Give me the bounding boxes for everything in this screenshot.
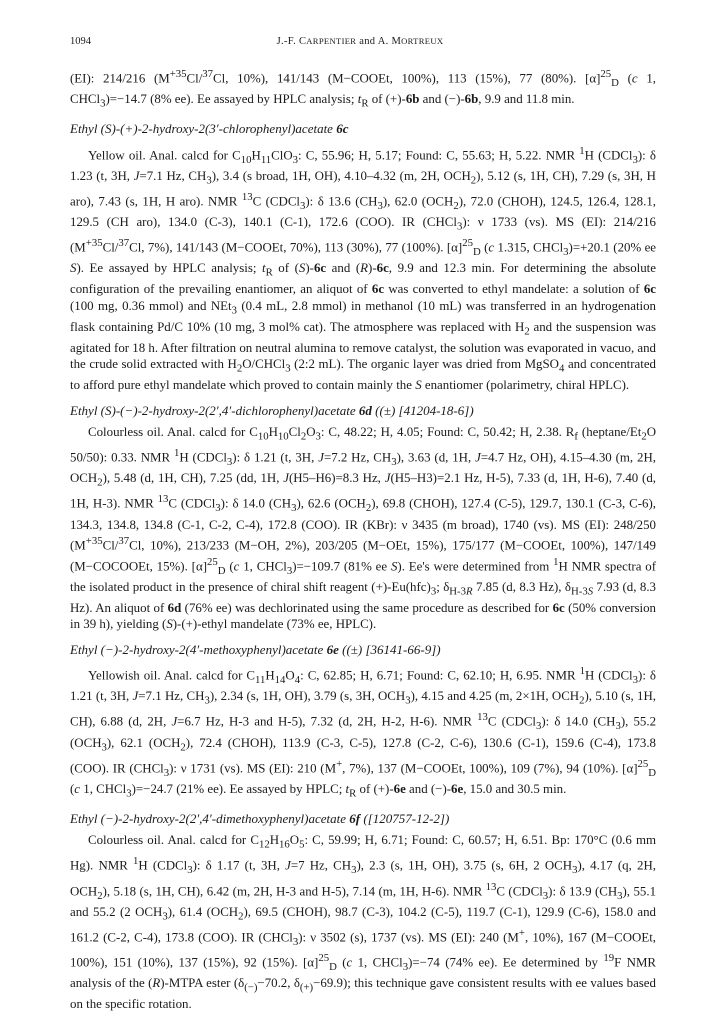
page-header (70, 36, 650, 52)
compound-heading-6e: Ethyl (−)-2-hydroxy-2(4′-methoxyphenyl)acetate 6e ((±) [36141-66-9]) (70, 641, 441, 657)
compound-heading-6f: Ethyl (−)-2-hydroxy-2(2′,4′-dimethoxyphenyl)acetate 6f ([120757-12-2]) (70, 810, 450, 826)
continuation-paragraph: (EI): 214/216 ($M^{+35}Cl/^{37}Cl$, 10%), 141/143 (M−COOEt, 100%), 113 (15%), 77 (80%). $[\alpha]^{25}_D$ (c 1, CHCl$_3$)=−14.7 (8% ee). Ee assayed by HPLC analysis; $t_R$ of (+)-6b and (−)-6b, 9.9 and 11.8 min. (70, 68, 657, 110)
article-body (70, 66, 656, 1013)
page-number: 1094 (70, 36, 91, 47)
compound-paragraph-6f: Colourless oil. Anal. calcd for $C_{12}H_{16}O_5$: C, 59.99; H, 6.71; Found: C, 60.57; H, 6.51. Bp: 170°C (0.6 mm Hg). NMR $^1$H (CDCl$_3$): δ 1.17 (t, 3H, J=7 Hz, $CH_3$), 2.3 (s, 1H, OH), 3.75 (s, 6H, 2 $OCH_3$), 4.17 (q, 2H, $OCH_2$), 5.18 (s, 1H, CH), 6.42 (m, 2H, H-3 and H-5), 7.14 (m, 1H, H-6). NMR $^{13}$C (CDCl$_3$): δ 13.9 $(CH_3)$, 55.1 and 55.2 (2 $OCH_3$), 61.4 $(OCH_2)$, 69.5 (CHOH), 98.7 (C-3), 104.2 (C-5), 119.7 (C-1), 129.9 (C-6), 158.0 and 161.2 (C-2, C-4), 173.8 (COO). IR (CHCl$_3$): ν 3502 (s), 1737 (vs). MS (EI): 240 (M+, 10%), 167 (M−COOEt, 100%), 151 (10%), 137 (15%), 92 (15%). $[\alpha]^{25}_D$ (c 1, CHCl$_3$)=−74 (74% ee). Ee determined by $^{19}$F NMR analysis of the (R)-MTPA ester ($\delta_{(-)}-70.2$, $\delta_{(+)}-69.9$); this technique gave consistent results with ee values based on the specific rotation. (70, 833, 657, 1012)
compound-paragraph-6e: Yellowish oil. Anal. calcd for $C_{11}H_{14}O_4$: C, 62.85; H, 6.71; Found: C, 62.10; H, 6.95. NMR $^1$H (CDCl$_3$): δ 1.21 (t, 3H, J=7.1 Hz, $CH_3$), 2.34 (s, 1H, OH), 3.79 (s, 3H, $OCH_3$), 4.15 and 4.25 (m, 2×1H, $OCH_2$), 5.10 (s, 1H, CH), 6.88 (d, 2H, J=6.7 Hz, H-3 and H-5), 7.32 (d, 2H, H-2, H-6). NMR $^{13}$C (CDCl$_3$): δ 14.0 $(CH_3)$, 55.2 $(OCH_3)$, 62.1 $(OCH_2)$, 72.4 (CHOH), 113.9 (C-3, C-5), 127.8 (C-2, C-6), 130.6 (C-1), 159.6 (C-4), 173.8 (COO). IR (CHCl$_3$): ν 1731 (vs). MS (EI): 210 (M+, 7%), 137 (M−COOEt, 100%), 109 (7%), 94 (10%). $[\alpha]^{25}_D$ (c 1, CHCl$_3$)=−24.7 (21% ee). Ee assayed by HPLC; $t_R$ of (+)-6e and (−)-6e, 15.0 and 30.5 min. (70, 665, 657, 800)
compound-paragraph-6d: Colourless oil. Anal. calcd for $C_{10}H_{10}Cl_2O_3$: C, 48.22; H, 4.05; Found: C, 50.42; H, 2.38. $R_f$ ($heptane/Et_2O$ 50/50): 0.33. NMR $^1$H (CDCl$_3$): δ 1.21 (t, 3H, J=7.2 Hz, $CH_3$), 3.63 (d, 1H, J=4.7 Hz, OH), 4.15–4.30 (m, 2H, $OCH_2$), 5.48 (d, 1H, CH), 7.25 (dd, 1H, J(H5–H6)=8.3 Hz, J(H5–H3)=2.1 Hz, H-5), 7.33 (d, 1H, H-6), 7.40 (d, 1H, H-3). NMR $^{13}$C (CDCl$_3$): δ 14.0 $(CH_3)$, 62.6 $(OCH_2)$, 69.8 (CHOH), 127.4 (C-5), 129.7, 130.1 (C-3, C-6), 134.3, 134.8, 134.8 (C-1, C-2, C-4), 172.8 (COO). IR (KBr): ν 3435 (m broad), 1740 (vs). MS (EI): 248/250 ($M^{+35}Cl/^{37}Cl$, 10%), 213/233 (M−OH, 2%), 203/205 (M−OEt, 15%), 175/177 (M−COOEt, 100%), 147/149 (M−COCOOEt, 15%). $[\alpha]^{25}_D$ (c 1, CHCl$_3$)=−109.7 (81% ee S). Ee's were determined from $^1$H NMR spectra of the isolated product in the presence of chiral shift reagent $(+)-Eu(hfc)_3$; $\delta_{H-3R}$ 7.85 (d, 8.3 Hz), $\delta_{H-3S}$ 7.93 (d, 8.3 Hz). An aliquot of 6d (76% ee) was dechlorinated using the same procedure as described for 6c (50% conversion in 39 h), yielding (S)-(+)-ethyl mandelate (73% ee, HPLC). (70, 425, 657, 632)
compound-paragraph-6c: Yellow oil. Anal. calcd for $C_{10}H_{11}ClO_3$: C, 55.96; H, 5.17; Found: C, 55.63; H, 5.22. NMR $^1$H (CDCl$_3$): δ 1.23 (t, 3H, J=7.1 Hz, $CH_3$), 3.4 (s broad, 1H, OH), 4.10–4.32 (m, 2H, $OCH_2$), 5.12 (s, 1H, CH), 7.29 (s, 3H, H aro), 7.43 (s, 1H, H aro). NMR $^{13}$C (CDCl$_3$): δ 13.6 $(CH_3)$, 62.0 $(OCH_2)$, 72.0 (CHOH), 124.5, 126.4, 128.1, 129.5 (CH aro), 134.0 (C-3), 140.1 (C-1), 172.6 (COO). IR (CHCl$_3$): ν 1733 (vs). MS (EI): 214/216 ($M^{+35}Cl/^{37}Cl$, 7%), 141/143 (M−COOEt, 70%), 113 (30%), 77 (100%). $[\alpha]^{25}_D$ (c 1.315, CHCl$_3$)=+20.1 (20% ee S). Ee assayed by HPLC analysis; $t_R$ of (S)-6c and (R)-6c, 9.9 and 12.3 min. For determining the absolute configuration of the prevailing enantiomer, an aliquot of 6c was converted to ethyl mandelate: a solution of 6c (100 mg, 0.36 mmol) and NEt$_3$ (0.4 mL, 2.8 mmol) in methanol (10 mL) was transferred in an hydrogenation flask containing Pd/C 10% (10 mg, 3 mol% cat). The atmosphere was replaced with $H_2$ and the suspension was agitated for 18 h. After filtration on neutral alumina to remove catalyst, the solution was evaporated in vacuo, and the crude solid extracted with $H_2O/CHCl_3$ (2:2 mL). The organic layer was dried from MgSO$_4$ and concentrated to afford pure ethyl mandelate which proved to contain mainly the S enantiomer (polarimetry, chiral HPLC). (70, 144, 657, 393)
running-head: J.-F. CARPENTIER and A. MORTREUX (276, 36, 444, 47)
compound-heading-6c: Ethyl (S)-(+)-2-hydroxy-2(3′-chlorophenyl)acetate 6c (70, 121, 349, 137)
compound-heading-6d: Ethyl (S)-(−)-2-hydroxy-2(2′,4′-dichlorophenyl)acetate 6d ((±) [41204-18-6]) (70, 402, 474, 418)
